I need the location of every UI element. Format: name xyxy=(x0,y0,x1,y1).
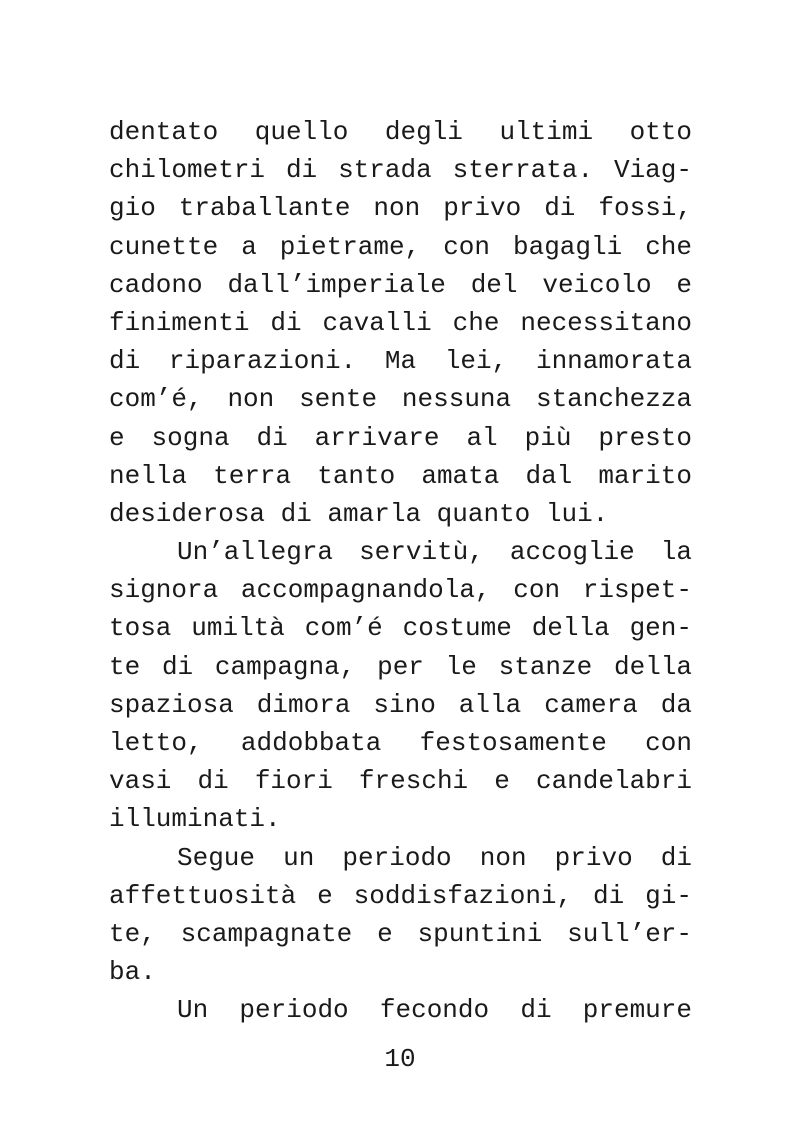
text-line: affettuosità e soddisfazioni, di gi- xyxy=(109,880,692,911)
text-line: gio traballante non privo di fossi, xyxy=(109,193,692,224)
text-line: te, scampagnate e spuntini sull’er- xyxy=(109,918,692,949)
text-line: finimenti di cavalli che necessitano xyxy=(109,307,692,338)
text-line: chilometri di strada sterrata. Viag- xyxy=(109,155,692,186)
text-line: te di campagna, per le stanze della xyxy=(109,651,692,682)
text-line: Un periodo fecondo di premure xyxy=(177,995,692,1026)
text-line: signora accompagnandola, con rispet- xyxy=(109,575,692,606)
text-line: ba. xyxy=(109,957,156,988)
body-text xyxy=(109,113,692,1030)
text-line: tosa umiltà com’é costume della gen- xyxy=(109,613,692,644)
page-number: 10 xyxy=(384,1044,416,1074)
text-line: desiderosa di amarla quanto lui. xyxy=(109,498,609,529)
text-line: illuminati. xyxy=(109,804,281,835)
text-line: Segue un periodo non privo di xyxy=(177,842,692,873)
text-line: dentato quello degli ultimi otto xyxy=(109,117,692,147)
text-line: e sogna di arrivare al più presto xyxy=(109,422,692,453)
text-line: vasi di fiori freschi e candelabri xyxy=(109,766,692,797)
text-line: com’é, non sente nessuna stanchezza xyxy=(109,384,692,415)
text-line: di riparazioni. Ma lei, innamorata xyxy=(109,346,692,377)
text-line: letto, addobbata festosamente con xyxy=(109,728,692,758)
text-line: Un’allegra servitù, accoglie la xyxy=(177,537,692,568)
text-line: cunette a pietrame, con bagagli che xyxy=(109,231,692,262)
text-line: nella terra tanto amata dal marito xyxy=(109,460,692,491)
text-line: cadono dall’imperiale del veicolo e xyxy=(109,269,692,300)
text-line: spaziosa dimora sino alla camera da xyxy=(109,689,692,720)
